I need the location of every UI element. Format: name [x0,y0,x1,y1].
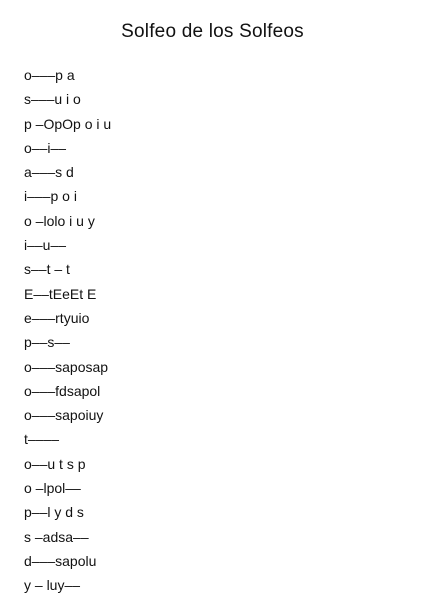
text-line: i–––p o i [24,188,77,205]
text-line: d–––sapolu [24,552,97,569]
text-line: t–––– [24,431,60,448]
text-line: a–––s d [24,164,74,181]
text-line: p –OpOp o i u [24,115,112,132]
page-title: Solfeo de los Solfeos [121,21,304,42]
text-line: y – luy–– [24,577,81,594]
text-line: o–––sapoiuy [24,407,104,424]
text-line: i––u–– [24,237,67,254]
text-line: s –adsa–– [24,528,89,545]
text-line: s–––u i o [24,91,81,108]
text-line: p––l y d s [24,504,84,521]
text-line: o –lpol–– [24,480,81,497]
solfeo-lines [24,63,111,598]
text-line: o –lolo i u y [24,212,95,229]
text-line: s––t – t [24,261,70,278]
text-line: p––s–– [24,334,70,351]
text-line: o–––fdsapol [24,382,101,399]
text-line: o––u t s p [24,455,86,472]
text-line: E––tEeEt E [24,285,97,302]
text-line: o––i–– [24,139,67,156]
text-line: o–––saposap [24,358,109,375]
text-line: o–––p a [24,67,75,83]
text-line: e–––rtyuio [24,309,90,326]
